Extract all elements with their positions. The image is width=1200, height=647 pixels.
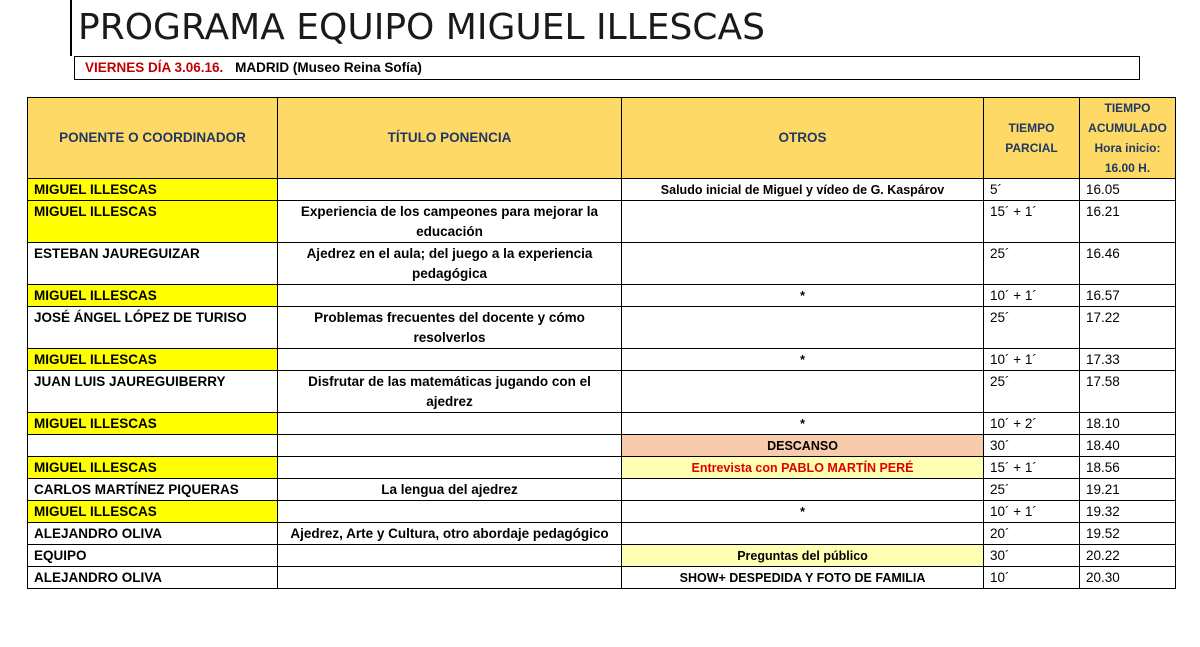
column-header-tiempo-parcial (984, 98, 1080, 179)
cell-tiempo-acumulado: 19.21 (1080, 479, 1176, 501)
cell-tiempo-acumulado: 18.10 (1080, 413, 1176, 435)
cell-titulo (278, 349, 622, 371)
column-header-otros: OTROS (622, 98, 984, 179)
cell-otros (622, 371, 984, 413)
cell-otros: Preguntas del público (622, 545, 984, 567)
column-header-tiempo-acumulado (1080, 98, 1176, 179)
table-row (28, 545, 1176, 567)
table-row (28, 567, 1176, 589)
cell-titulo (278, 285, 622, 307)
cell-tiempo-parcial: 10´ + 2´ (984, 413, 1080, 435)
page-title: PROGRAMA EQUIPO MIGUEL ILLESCAS (78, 7, 765, 48)
cell-otros (622, 523, 984, 545)
cell-ponente: MIGUEL ILLESCAS (28, 501, 278, 523)
cell-titulo: La lengua del ajedrez (278, 479, 622, 501)
cell-tiempo-acumulado: 16.57 (1080, 285, 1176, 307)
title-container (70, 0, 765, 56)
header-text: TIEMPO (1104, 101, 1151, 115)
cell-ponente: MIGUEL ILLESCAS (28, 413, 278, 435)
event-location: MADRID (Museo Reina Sofía) (235, 60, 422, 75)
cell-otros: * (622, 413, 984, 435)
cell-otros: SHOW+ DESPEDIDA Y FOTO DE FAMILIA (622, 567, 984, 589)
cell-ponente: MIGUEL ILLESCAS (28, 179, 278, 201)
cell-titulo: Ajedrez, Arte y Cultura, otro abordaje pedagógico (278, 523, 622, 545)
cell-tiempo-parcial: 5´ (984, 179, 1080, 201)
table-row (28, 201, 1176, 243)
cell-titulo: Ajedrez en el aula; del juego a la experiencia pedagógica (278, 243, 622, 285)
cell-ponente (28, 435, 278, 457)
table-row (28, 179, 1176, 201)
cell-tiempo-parcial: 10´ + 1´ (984, 501, 1080, 523)
table-row (28, 413, 1176, 435)
table-row (28, 285, 1176, 307)
cell-tiempo-parcial: 10´ + 1´ (984, 285, 1080, 307)
table-header-row (28, 98, 1176, 179)
event-info-box (74, 56, 1140, 80)
cell-tiempo-acumulado: 20.22 (1080, 545, 1176, 567)
table-row (28, 457, 1176, 479)
program-table (27, 97, 1176, 589)
cell-tiempo-acumulado: 16.05 (1080, 179, 1176, 201)
table-row (28, 307, 1176, 349)
cell-ponente: MIGUEL ILLESCAS (28, 349, 278, 371)
table-row (28, 243, 1176, 285)
cell-otros (622, 201, 984, 243)
column-header-titulo: TÍTULO PONENCIA (278, 98, 622, 179)
cell-ponente: JUAN LUIS JAUREGUIBERRY (28, 371, 278, 413)
cell-titulo (278, 567, 622, 589)
cell-tiempo-parcial: 25´ (984, 479, 1080, 501)
header-text: ACUMULADO (1088, 121, 1167, 135)
cell-otros (622, 243, 984, 285)
cell-tiempo-acumulado: 16.21 (1080, 201, 1176, 243)
cell-ponente: MIGUEL ILLESCAS (28, 285, 278, 307)
cell-tiempo-parcial: 25´ (984, 307, 1080, 349)
cell-titulo (278, 501, 622, 523)
table-row (28, 371, 1176, 413)
cell-titulo: Experiencia de los campeones para mejorar la educación (278, 201, 622, 243)
cell-otros: DESCANSO (622, 435, 984, 457)
cell-tiempo-acumulado: 18.56 (1080, 457, 1176, 479)
cell-titulo (278, 413, 622, 435)
cell-titulo: Problemas frecuentes del docente y cómo resolverlos (278, 307, 622, 349)
table-row (28, 479, 1176, 501)
cell-tiempo-acumulado: 17.22 (1080, 307, 1176, 349)
cell-titulo (278, 435, 622, 457)
cell-tiempo-parcial: 15´ + 1´ (984, 457, 1080, 479)
column-header-ponente: PONENTE O COORDINADOR (28, 98, 278, 179)
cell-otros: * (622, 349, 984, 371)
cell-tiempo-acumulado: 19.52 (1080, 523, 1176, 545)
cell-tiempo-parcial: 25´ (984, 371, 1080, 413)
table-row (28, 349, 1176, 371)
cell-titulo (278, 457, 622, 479)
cell-tiempo-acumulado: 18.40 (1080, 435, 1176, 457)
header-text: TIEMPO (1008, 121, 1055, 135)
cell-tiempo-acumulado: 17.33 (1080, 349, 1176, 371)
cell-otros: Entrevista con PABLO MARTÍN PERÉ (622, 457, 984, 479)
header-text: 16.00 H. (1104, 161, 1151, 175)
cell-ponente: MIGUEL ILLESCAS (28, 201, 278, 243)
cell-ponente: MIGUEL ILLESCAS (28, 457, 278, 479)
table-row (28, 435, 1176, 457)
cell-titulo (278, 545, 622, 567)
cell-ponente: ALEJANDRO OLIVA (28, 523, 278, 545)
cell-tiempo-parcial: 20´ (984, 523, 1080, 545)
header-text: PARCIAL (1005, 141, 1058, 155)
cell-tiempo-parcial: 30´ (984, 545, 1080, 567)
cell-otros (622, 307, 984, 349)
cell-otros: Saludo inicial de Miguel y vídeo de G. Kaspárov (622, 179, 984, 201)
cell-tiempo-parcial: 10´ (984, 567, 1080, 589)
cell-tiempo-acumulado: 17.58 (1080, 371, 1176, 413)
cell-otros (622, 479, 984, 501)
cell-ponente: CARLOS MARTÍNEZ PIQUERAS (28, 479, 278, 501)
cell-titulo (278, 179, 622, 201)
cell-ponente: EQUIPO (28, 545, 278, 567)
cell-tiempo-acumulado: 16.46 (1080, 243, 1176, 285)
header-text: Hora inicio: (1094, 141, 1161, 155)
cell-tiempo-acumulado: 19.32 (1080, 501, 1176, 523)
cell-tiempo-parcial: 10´ + 1´ (984, 349, 1080, 371)
cell-otros: * (622, 285, 984, 307)
cell-tiempo-parcial: 30´ (984, 435, 1080, 457)
cell-tiempo-parcial: 15´ + 1´ (984, 201, 1080, 243)
cell-otros: * (622, 501, 984, 523)
cell-tiempo-acumulado: 20.30 (1080, 567, 1176, 589)
event-date: VIERNES DÍA 3.06.16. (85, 60, 224, 75)
cell-ponente: ESTEBAN JAUREGUIZAR (28, 243, 278, 285)
cell-ponente: JOSÉ ÁNGEL LÓPEZ DE TURISO (28, 307, 278, 349)
cell-tiempo-parcial: 25´ (984, 243, 1080, 285)
cell-titulo: Disfrutar de las matemáticas jugando con el ajedrez (278, 371, 622, 413)
table-row (28, 523, 1176, 545)
table-row (28, 501, 1176, 523)
cell-ponente: ALEJANDRO OLIVA (28, 567, 278, 589)
